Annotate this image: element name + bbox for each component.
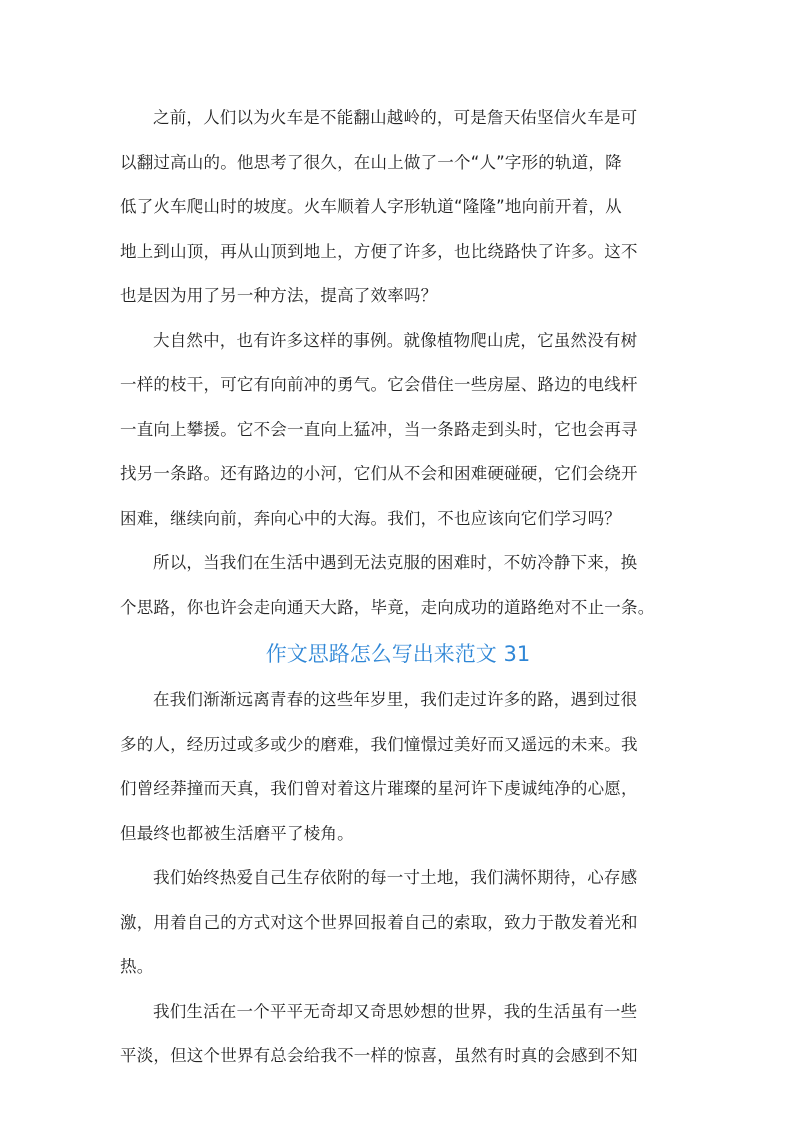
text-line: 以翻过高山的。他思考了很久，在山上做了一个“人”字形的轨道，降 xyxy=(120,152,622,172)
text-line: 在我们渐渐远离青春的这些年岁里，我们走过许多的路，遇到过很 xyxy=(153,690,638,709)
text-line: 我们生活在一个平平无奇却又奇思妙想的世界，我的生活虽有一些 xyxy=(153,1001,638,1021)
text-line: 一样的枝干，可它有向前冲的勇气。它会借住一些房屋、路边的电线杆 xyxy=(120,375,638,394)
paragraph-ordinary-world xyxy=(120,990,676,1079)
text-line: 也是因为用了另一种方法，提高了效率吗？ xyxy=(120,286,438,305)
text-line: 大自然中，也有许多这样的事例。就像植物爬山虎，它虽然没有树 xyxy=(153,330,638,350)
text-line: 多的人，经历过或多或少的磨难，我们憧憬过美好而又遥远的未来。我 xyxy=(120,734,638,754)
text-line: 但最终也都被生活磨平了棱角。 xyxy=(120,823,354,843)
text-line: 平淡，但这个世界有总会给我不一样的惊喜，虽然有时真的会感到不知 xyxy=(120,1046,638,1065)
paragraph-train-switchback xyxy=(120,96,676,319)
text-line: 所以，当我们在生活中遇到无法克服的困难时，不妨冷静下来，换 xyxy=(153,553,638,572)
paragraph-nature-examples xyxy=(120,319,676,542)
document-body xyxy=(120,96,676,1079)
text-line: 地上到山顶，再从山顶到地上，方便了许多，也比绕路快了许多。这不 xyxy=(120,241,638,261)
paragraph-conclusion xyxy=(120,541,676,630)
text-line: 之前，人们以为火车是不能翻山越岭的，可是詹天佑坚信火车是可 xyxy=(153,108,638,127)
paragraph-love-land xyxy=(120,856,676,990)
section-heading: 作文思路怎么写出来范文 31 xyxy=(265,642,531,666)
text-line: 低了火车爬山时的坡度。火车顺着人字形轨道“隆隆”地向前开着，从 xyxy=(120,197,622,216)
text-line: 我们始终热爱自己生存依附的每一寸土地，我们满怀期待，心存感 xyxy=(153,868,638,887)
text-line: 找另一条路。还有路边的小河，它们从不会和困难硬碰硬，它们会绕开 xyxy=(120,464,638,483)
text-line: 个思路，你也许会走向通天大路，毕竟，走向成功的道路绝对不止一条。 xyxy=(120,597,655,617)
text-line: 们曾经莽撞而天真，我们曾对着这片璀璨的星河许下虔诚纯净的心愿， xyxy=(120,779,638,798)
text-line: 一直向上攀援。它不会一直向上猛冲，当一条路走到头时，它也会再寻 xyxy=(120,419,638,439)
text-line: 困难，继续向前，奔向心中的大海。我们，不也应该向它们学习吗？ xyxy=(120,508,621,528)
text-line: 热。 xyxy=(120,957,154,976)
text-line: 激，用着自己的方式对这个世界回报着自己的索取，致力于散发着光和 xyxy=(120,912,638,932)
paragraph-youth-years xyxy=(120,678,676,856)
